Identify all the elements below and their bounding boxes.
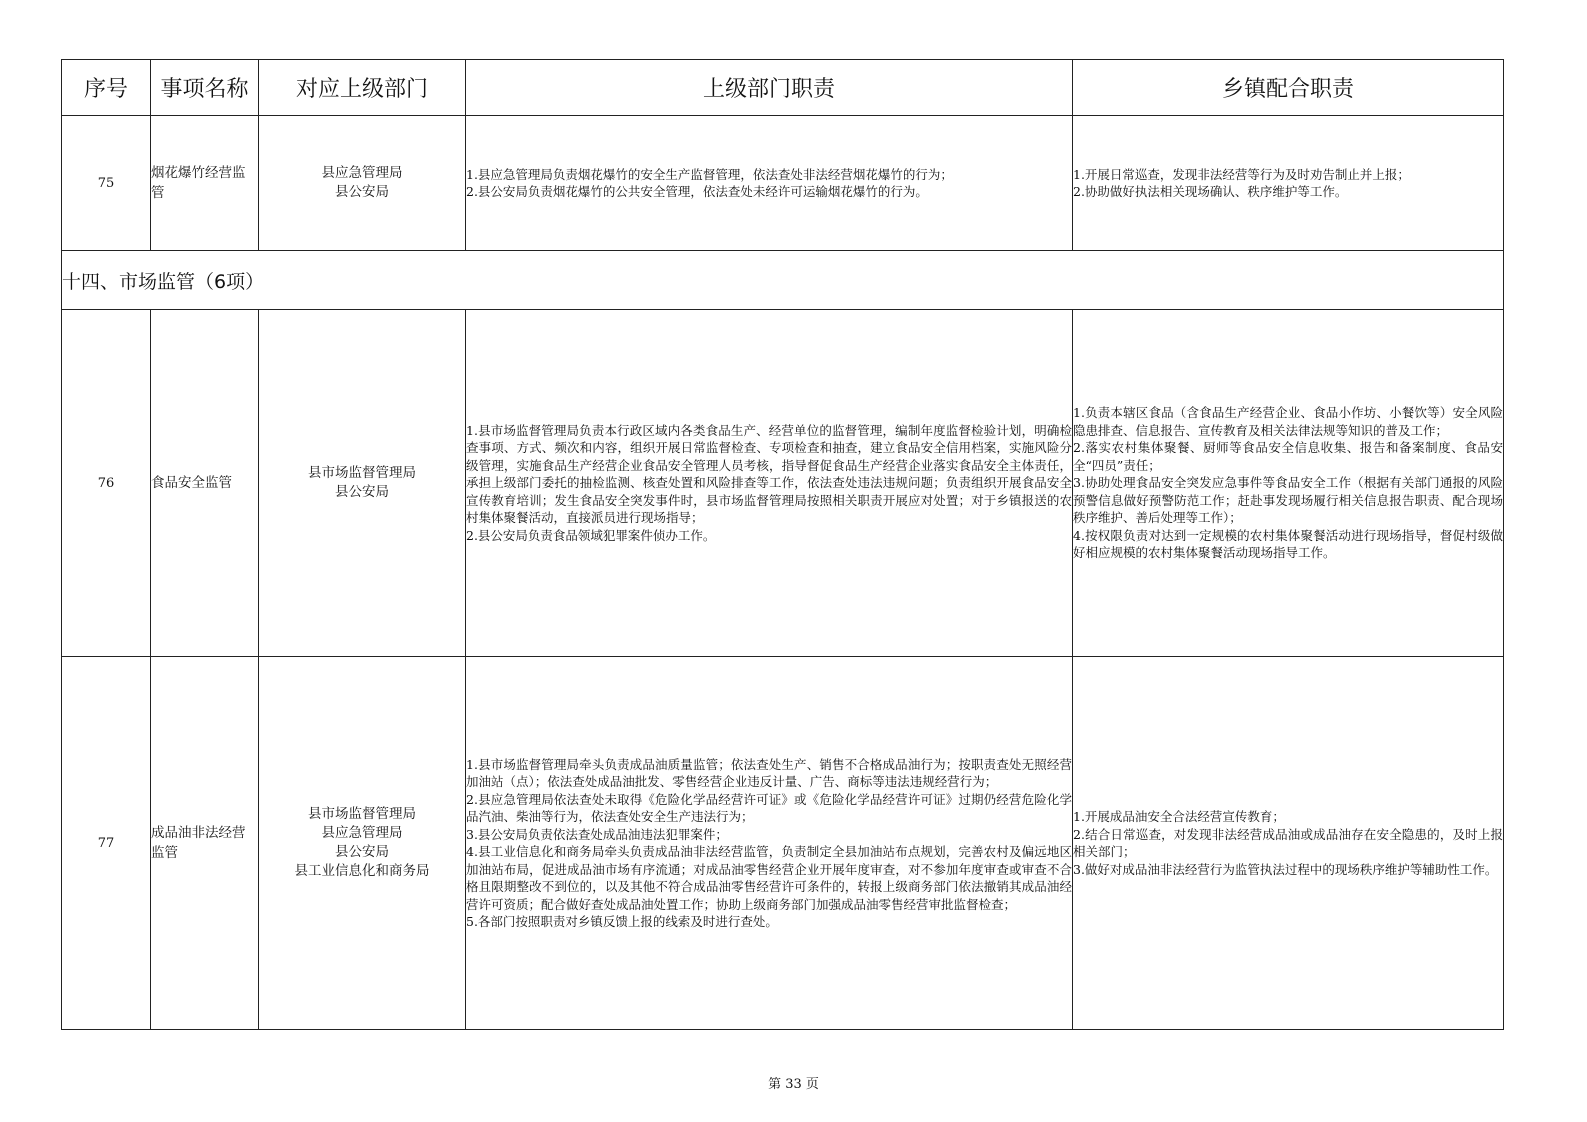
dept-line: 县市场监督管理局 <box>308 806 416 822</box>
row-no: 75 <box>62 116 151 251</box>
duty-line: 1.开展成品油安全合法经营宣传教育； <box>1073 809 1285 824</box>
duty-line: 1.县市场监督管理局牵头负责成品油质量监管；依法查处生产、销售不合格成品油行为；按职责查处无照经营加油站（点）；依法查处成品油批发、零售经营企业违反计量、广告、商标等违法违规经营行为； <box>466 756 1072 789</box>
header-no: 序号 <box>62 60 151 116</box>
duty-line: 1.县应急管理局负责烟花爆竹的安全生产监督管理，依法查处非法经营烟花爆竹的行为； <box>466 166 953 182</box>
header-upper-duty: 上级部门职责 <box>466 60 1073 116</box>
table-row <box>62 657 1504 1030</box>
duty-line: 2.县应急管理局依法查处未取得《危险化学品经营许可证》或《危险化学品经营许可证》过期仍经营危险化学品汽油、柴油等行为，依法查处安全生产违法行为； <box>466 791 1072 824</box>
row-item-name: 食品安全监管 <box>151 310 259 657</box>
row-dept <box>259 116 466 251</box>
section-title: 十四、市场监管（6项） <box>62 251 1504 310</box>
section-row <box>62 251 1504 310</box>
row-dept <box>259 310 466 657</box>
duty-line: 3.协助处理食品安全突发应急事件等食品安全工作（根据有关部门通报的风险预警信息做好预警防范工作；赶赴事发现场履行相关信息报告职责、配合现场秩序维护、善后处理等工作）； <box>1073 475 1503 526</box>
row-town-duty <box>1073 116 1504 251</box>
duty-line: 5.各部门按照职责对乡镇反馈上报的线索及时进行查处。 <box>466 914 778 929</box>
header-town-duty: 乡镇配合职责 <box>1073 60 1504 116</box>
row-no: 76 <box>62 310 151 657</box>
row-upper-duty <box>466 657 1073 1030</box>
row-upper-duty <box>466 310 1073 657</box>
duty-line: 2.落实农村集体聚餐、厨师等食品安全信息收集、报告和备案制度、食品安全“四员”责任； <box>1073 440 1503 473</box>
duty-line: 2.县公安局负责烟花爆竹的公共安全管理，依法查处未经许可运输烟花爆竹的行为。 <box>466 184 928 199</box>
header-dept: 对应上级部门 <box>259 60 466 116</box>
duty-line: 2.县公安局负责食品领域犯罪案件侦办工作。 <box>466 527 716 543</box>
dept-line: 县应急管理局 <box>321 165 403 181</box>
duty-line: 1.县市场监督管理局负责本行政区域内各类食品生产、经营单位的监督管理，编制年度监督检验计划，明确检查事项、方式、频次和内容，组织开展日常监督检查、专项检查和抽查，建立食品安全信用档案，实施风险分级管理，实施食品生产经营企业食品安全管理人员考核，指导督促食品生产经营企业落实食品安全主体责任，承担上级部门委托的抽检监测、核查处置和风险排查等工作，依法查处违法违规问题；负责组织开展食品安全宣传教育培训；发生食品安全突发事件时，县市场监督管理局按照相关职责开展应对处置；对于乡镇报送的农村集体聚餐活动，直接派员进行现场指导； <box>466 422 1072 526</box>
duty-line: 2.协助做好执法相关现场确认、秩序维护等工作。 <box>1073 184 1348 199</box>
table-row <box>62 116 1504 251</box>
row-town-duty <box>1073 310 1504 657</box>
dept-line: 县应急管理局 <box>321 825 403 841</box>
dept-line: 县公安局 <box>335 484 389 500</box>
row-town-duty <box>1073 657 1504 1030</box>
header-row <box>62 60 1504 116</box>
row-no: 77 <box>62 657 151 1030</box>
duty-table <box>61 59 1504 1030</box>
page-number: 第 33 页 <box>768 1077 819 1092</box>
row-upper-duty <box>466 116 1073 251</box>
duty-line: 4.按权限负责对达到一定规模的农村集体聚餐活动进行现场指导，督促村级做好相应规模的农村集体聚餐活动现场指导工作。 <box>1073 527 1503 561</box>
duty-line: 4.县工业信息化和商务局牵头负责成品油非法经营监管，负责制定全县加油站布点规划，完善农村及偏远地区加油站布局，促进成品油市场有序流通；对成品油零售经营企业开展年度审查，对不参加年度审查或审查不合格且限期整改不到位的，以及其他不符合成品油零售经营许可条件的，转报上级商务部门依法撤销其成品油经营许可资质；配合做好查处成品油处置工作；协助上级商务部门加强成品油零售经营审批监督检查； <box>466 844 1072 912</box>
dept-line: 县公安局 <box>335 844 389 860</box>
dept-line: 县公安局 <box>335 184 389 200</box>
duty-line: 1.负责本辖区食品（含食品生产经营企业、食品小作坊、小餐饮等）安全风险隐患排查、信息报告、宣传教育及相关法律法规等知识的普及工作； <box>1073 405 1503 438</box>
duty-line: 3.做好对成品油非法经营行为监管执法过程中的现场秩序维护等辅助性工作。 <box>1073 861 1498 877</box>
duty-line: 2.结合日常巡查，对发现非法经营成品油或成品油存在安全隐患的，及时上报相关部门； <box>1073 826 1503 859</box>
row-item-name: 烟花爆竹经营监管 <box>151 116 259 251</box>
header-item-name: 事项名称 <box>151 60 259 116</box>
row-item-name: 成品油非法经营监管 <box>151 657 259 1030</box>
duty-line: 1.开展日常巡查，发现非法经营等行为及时劝告制止并上报； <box>1073 166 1410 182</box>
dept-line: 县工业信息化和商务局 <box>294 863 430 879</box>
row-dept <box>259 657 466 1030</box>
dept-line: 县市场监督管理局 <box>308 465 416 481</box>
duty-line: 3.县公安局负责依法查处成品油违法犯罪案件； <box>466 826 728 842</box>
table-row <box>62 310 1504 657</box>
